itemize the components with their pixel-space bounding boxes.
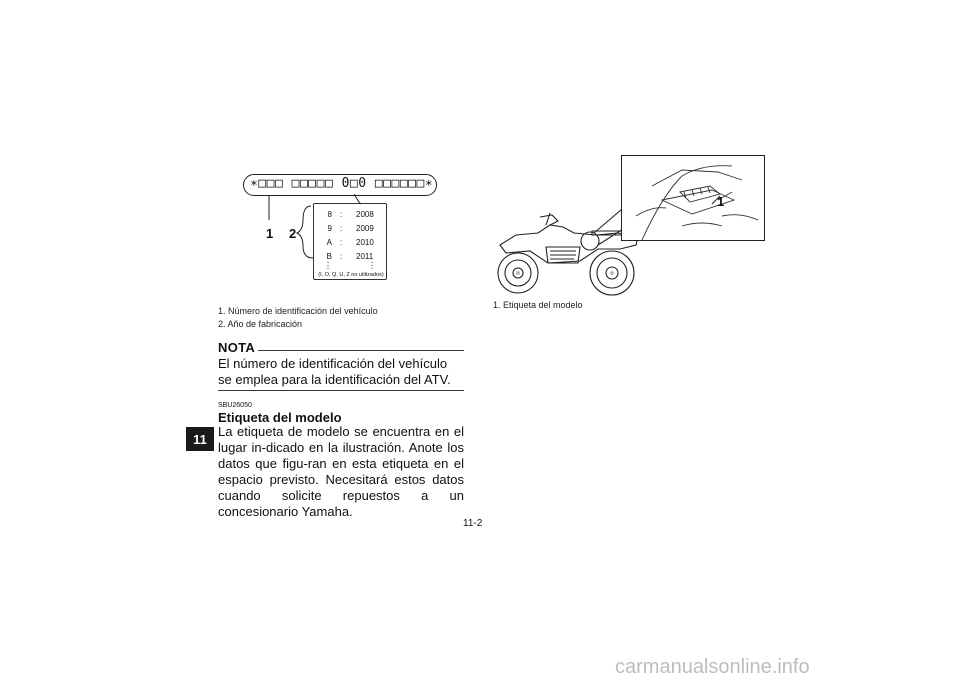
page-number: 11-2 <box>463 518 483 529</box>
footer-watermark: carmanualsonline.info <box>615 656 810 678</box>
section-body: La etiqueta de modelo se encuentra en el lugar in-dicado en la ilustración. Anote los datos que figu-ran en esta etiqueta en el espacio previsto. Necesitará estos datos cuando solicite repuestos a un concesionario Yamaha. <box>218 424 464 519</box>
year-row: B : 2011 <box>326 252 374 261</box>
nota-body: El número de identificación del vehículo se emplea para la identificación del ATV. <box>218 356 451 387</box>
vin-callout-1: 1 <box>266 226 274 241</box>
caption-year: 2. Año de fabricación <box>218 319 303 329</box>
nota-top-rule <box>258 350 464 351</box>
section-code: SBU26050 <box>218 402 252 409</box>
vin-format-text: ∗□□□ □□□□□ 0□0 □□□□□□∗ <box>250 176 434 191</box>
nota-heading: NOTA <box>218 340 256 355</box>
year-row: A : 2010 <box>326 238 374 247</box>
caption-vin: 1. Número de identificación del vehículo <box>218 306 378 316</box>
year-row: 9 : 2009 <box>327 224 374 233</box>
inset-detail-drawing <box>622 156 765 241</box>
model-label-inset <box>621 155 765 241</box>
chapter-tab: 11 <box>186 427 214 451</box>
vin-callout-2: 2 <box>289 226 297 241</box>
unused-letters-note: (I, O, Q, U, Z no utilizados) <box>318 272 384 278</box>
model-year-table <box>313 203 387 280</box>
year-row: 8 : 2008 <box>327 210 374 219</box>
inset-callout-1: 1 <box>717 194 725 209</box>
section-title: Etiqueta del modelo <box>218 410 342 425</box>
nota-bottom-rule <box>218 390 464 391</box>
year-ellipsis-row: ⋮ ⋮ <box>324 261 376 270</box>
caption-model-label: 1. Etiqueta del modelo <box>493 300 583 310</box>
